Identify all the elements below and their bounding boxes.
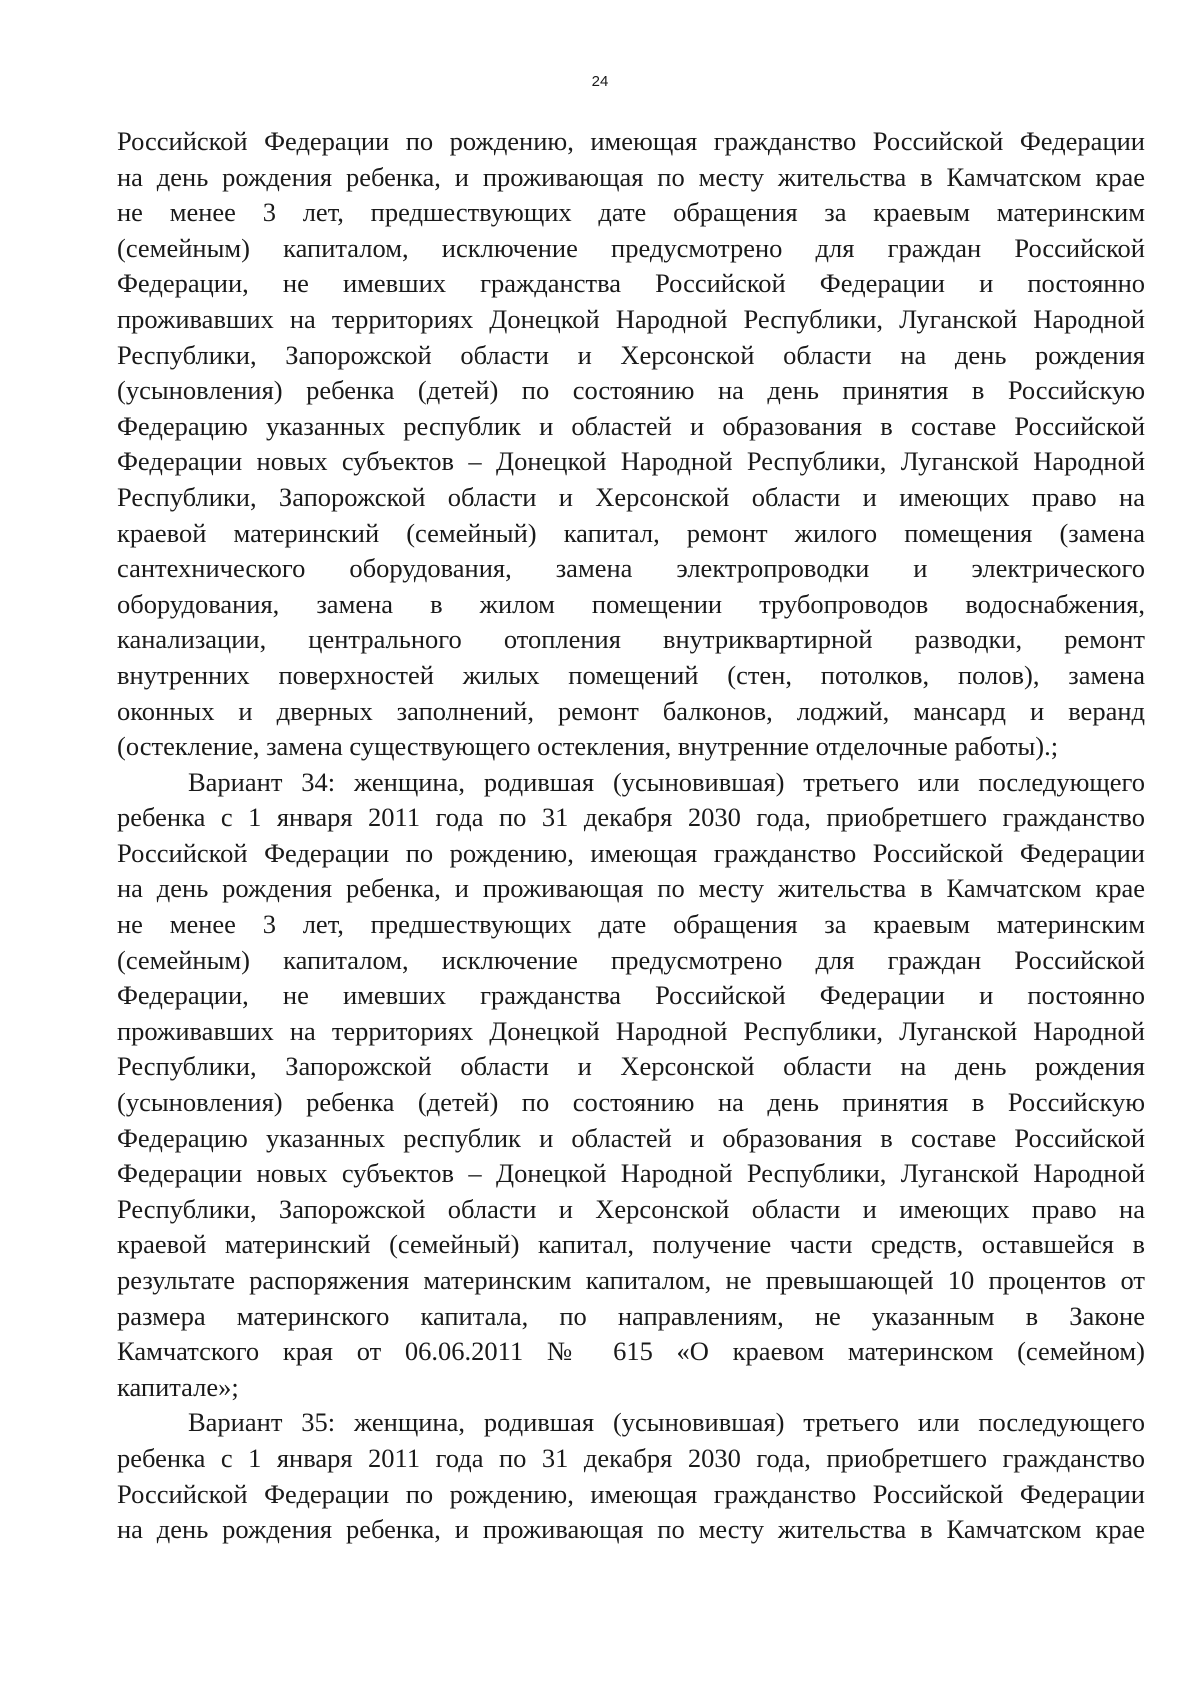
text-line: размера материнского капитала, по направлениям, не указанным в Законе (117, 1300, 1145, 1331)
text-line: внутренних поверхностей жилых помещений (стен, потолков, полов), замена (117, 659, 1145, 690)
paragraph-first-line: Вариант 35: женщина, родившая (усыновившая) третьего или последующего (188, 1407, 1145, 1438)
text-line: канализации, центрального отопления внутриквартирной разводки, ремонт (117, 624, 1145, 655)
text-line: Федерацию указанных республик и областей и образования в составе Российской (117, 410, 1145, 441)
paragraph-first-line: Вариант 34: женщина, родившая (усыновившая) третьего или последующего (188, 766, 1145, 797)
text-line: проживавших на территориях Донецкой Народной Республики, Луганской Народной (117, 1015, 1145, 1046)
text-line: (семейным) капиталом, исключение предусмотрено для граждан Российской (117, 944, 1145, 975)
text-line: (остекление, замена существующего остекления, внутренние отделочные работы).; (117, 731, 1059, 762)
text-line: сантехнического оборудования, замена электропроводки и электрического (117, 553, 1145, 584)
text-line: (семейным) капиталом, исключение предусмотрено для граждан Российской (117, 232, 1145, 263)
text-line: ребенка с 1 января 2011 года по 31 декабря 2030 года, приобретшего гражданство (117, 802, 1145, 833)
text-line: Российской Федерации по рождению, имеющая гражданство Российской Федерации (117, 837, 1145, 868)
text-line: не менее 3 лет, предшествующих дате обращения за краевым материнским (117, 197, 1145, 228)
text-line: Республики, Запорожской области и Херсонской области на день рождения (117, 1051, 1145, 1082)
text-line: оконных и дверных заполнений, ремонт балконов, лоджий, мансард и веранд (117, 695, 1145, 726)
text-line: Камчатского края от 06.06.2011 № 615 «О краевом материнском (семейном) (117, 1336, 1145, 1367)
text-line: результате распоряжения материнским капиталом, не превышающей 10 процентов от (117, 1265, 1145, 1295)
text-line: оборудования, замена в жилом помещении трубопроводов водоснабжения, (117, 588, 1145, 619)
text-line: Федерацию указанных республик и областей и образования в составе Российской (117, 1122, 1145, 1153)
text-line: Федерации новых субъектов – Донецкой Народной Республики, Луганской Народной (117, 446, 1145, 477)
document-body (117, 124, 1145, 1548)
text-line: краевой материнский (семейный) капитал, получение части средств, оставшейся в (117, 1229, 1145, 1260)
text-line: (усыновления) ребенка (детей) по состоянию на день принятия в Российскую (117, 1087, 1145, 1118)
text-line: Федерации, не имевших гражданства Российской Федерации и постоянно (117, 268, 1145, 299)
text-line: (усыновления) ребенка (детей) по состоянию на день принятия в Российскую (117, 375, 1145, 406)
text-line: проживавших на территориях Донецкой Народной Республики, Луганской Народной (117, 303, 1145, 334)
text-line: Республики, Запорожской области и Херсонской области на день рождения (117, 339, 1145, 370)
text-line: капитале»; (117, 1371, 239, 1402)
text-line: на день рождения ребенка, и проживающая по месту жительства в Камчатском крае (117, 161, 1145, 192)
text-line: Российской Федерации по рождению, имеющая гражданство Российской Федерации (117, 1478, 1145, 1509)
text-line: Республики, Запорожской области и Херсонской области и имеющих право на (117, 1193, 1145, 1224)
text-line: ребенка с 1 января 2011 года по 31 декабря 2030 года, приобретшего гражданство (117, 1442, 1145, 1473)
text-line: Федерации, не имевших гражданства Российской Федерации и постоянно (117, 980, 1145, 1011)
text-line: на день рождения ребенка, и проживающая по месту жительства в Камчатском крае (117, 873, 1145, 904)
text-line: не менее 3 лет, предшествующих дате обращения за краевым материнским (117, 909, 1145, 940)
text-line: на день рождения ребенка, и проживающая по месту жительства в Камчатском крае (117, 1514, 1145, 1545)
page-number: 24 (591, 73, 609, 90)
text-line: Федерации новых субъектов – Донецкой Народной Республики, Луганской Народной (117, 1158, 1145, 1189)
text-line: Республики, Запорожской области и Херсонской области и имеющих право на (117, 481, 1145, 512)
text-line: краевой материнский (семейный) капитал, ремонт жилого помещения (замена (117, 517, 1145, 548)
text-line: Российской Федерации по рождению, имеющая гражданство Российской Федерации (117, 126, 1145, 156)
